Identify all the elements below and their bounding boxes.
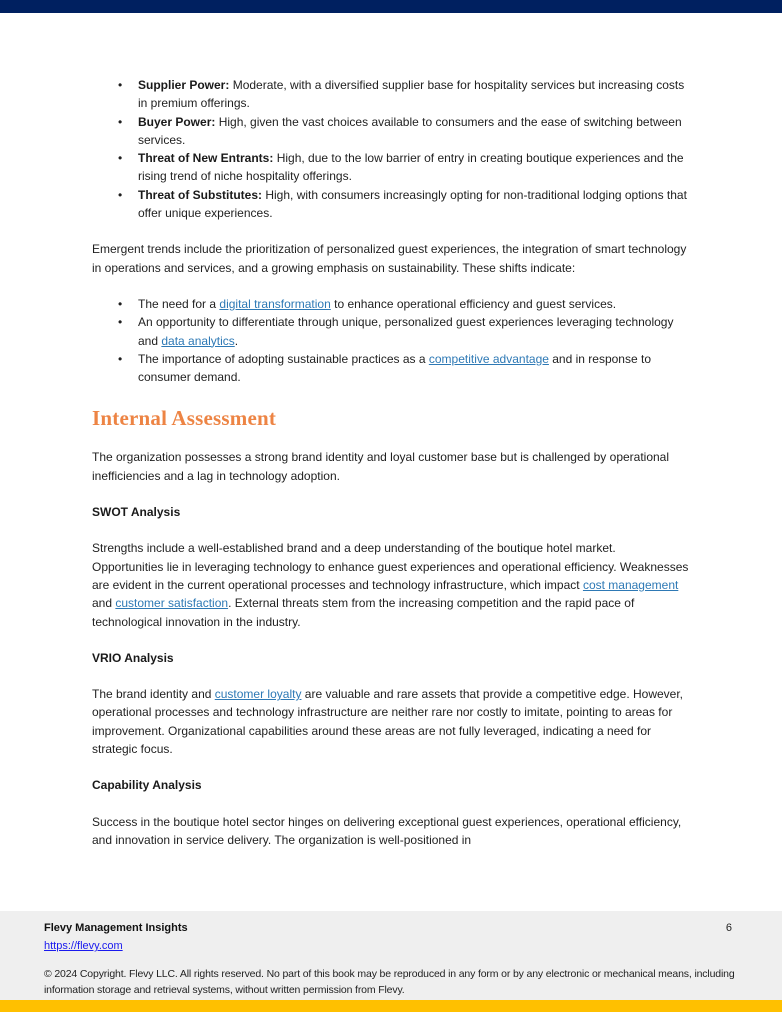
link-cost-management[interactable]: cost management (582, 577, 679, 592)
page-content (0, 13, 782, 867)
link-customer-satisfaction[interactable]: customer satisfaction (115, 596, 229, 611)
paragraph-text: The brand identity and (92, 687, 215, 702)
list-item-text: Moderate, with a diversified supplier base for hospitality services but increasing costs in premium offerings. (138, 78, 685, 111)
footer-header-row (44, 921, 738, 954)
list-item-label: Supplier Power: (138, 78, 230, 92)
page-number: 6 (725, 922, 732, 934)
list-item-label: Buyer Power: (138, 114, 216, 129)
footer-identity (44, 921, 188, 954)
link-data-analytics[interactable]: data analytics (161, 333, 235, 348)
list-item-text: High, due to the low barrier of entry in creating boutique experiences and the rising trend of niche hospitality offerings. (138, 151, 684, 184)
list-item-threat-substitutes (92, 186, 690, 223)
list-item-supplier-power (92, 76, 690, 113)
capability-analysis-paragraph: Success in the boutique hotel sector hinges on delivering exceptional guest experiences, operational efficiency, and innovation in service delivery. The organization is well-positioned in (92, 814, 682, 847)
trends-list (92, 295, 690, 386)
list-item-text: An opportunity to differentiate through unique, personalized guest experiences leveraging technology and (138, 315, 674, 348)
section-heading-internal-assessment: Internal Assessment (92, 406, 277, 431)
list-item-text: High, given the vast choices available to consumers and the ease of switching between services. (138, 114, 682, 147)
internal-assessment-intro: The organization possesses a strong brand identity and loyal customer base but is challenged by operational inefficiencies and a lag in technology adoption. (92, 450, 670, 483)
swot-analysis-subhead: SWOT Analysis (92, 505, 181, 520)
list-item-competitive-advantage (92, 350, 690, 387)
paragraph-text: Strengths include a well-established brand and a deep understanding of the boutique hotel market. Opportunities lie in leveraging technology to enhance guest experiences and operational efficiency. Weaknesses are evident in the current operational processes and technology infrastructure, which impact (92, 541, 689, 592)
list-item-text: The need for a (138, 296, 220, 311)
list-item-text: . (234, 333, 239, 348)
capability-analysis-subhead: Capability Analysis (92, 778, 202, 793)
link-digital-transformation[interactable]: digital transformation (219, 296, 331, 311)
list-item-text: High, with consumers increasingly opting for non-traditional lodging options that offer unique experiences. (138, 187, 687, 221)
paragraph-text: are valuable and rare assets that provide a competitive edge. However, operational processes and technology infrastructure are neither rare nor costly to imitate, pointing to areas for improvement. Organizational capabilities around these areas are not fully leveraged, indicating a need for strategic focus. (92, 687, 684, 757)
swot-analysis-paragraph (92, 539, 690, 630)
footer-flevy-link[interactable]: https://flevy.com (44, 940, 123, 952)
list-item-label: Threat of New Entrants: (138, 151, 274, 166)
footer-title: Flevy Management Insights (44, 922, 188, 934)
page-footer (0, 911, 782, 1000)
list-item-label: Threat of Substitutes: (138, 187, 263, 202)
bottom-accent-bar (0, 1000, 782, 1012)
list-item-text: and in response to consumer demand. (138, 351, 651, 385)
link-customer-loyalty[interactable]: customer loyalty (214, 687, 302, 702)
top-accent-bar (0, 0, 782, 13)
five-forces-list (92, 76, 690, 222)
paragraph-text: . External threats stem from the increasing competition and the rapid pace of technological innovation in the industry. (92, 596, 635, 629)
list-item-data-analytics (92, 313, 690, 350)
list-item-threat-new-entrants (92, 149, 690, 186)
link-competitive-advantage[interactable]: competitive advantage (428, 351, 549, 366)
list-item-text: The importance of adopting sustainable practices as a (138, 351, 429, 366)
list-item-digital-transformation (92, 295, 690, 313)
list-item-buyer-power (92, 113, 690, 150)
paragraph-text: and (92, 596, 116, 611)
footer-copyright: © 2024 Copyright. Flevy LLC. All rights reserved. No part of this book may be reproduced in any form or by any electronic or mechanical means, including information storage and retrieval systems, without written permission from Flevy. (44, 968, 735, 996)
emergent-trends-paragraph: Emergent trends include the prioritization of personalized guest experiences, the integration of smart technology in operations and services, and a growing emphasis on sustainability. These shifts indicate: (92, 242, 687, 275)
vrio-analysis-subhead: VRIO Analysis (92, 650, 174, 665)
list-item-text: to enhance operational efficiency and guest services. (330, 296, 617, 311)
vrio-analysis-paragraph (92, 685, 690, 758)
